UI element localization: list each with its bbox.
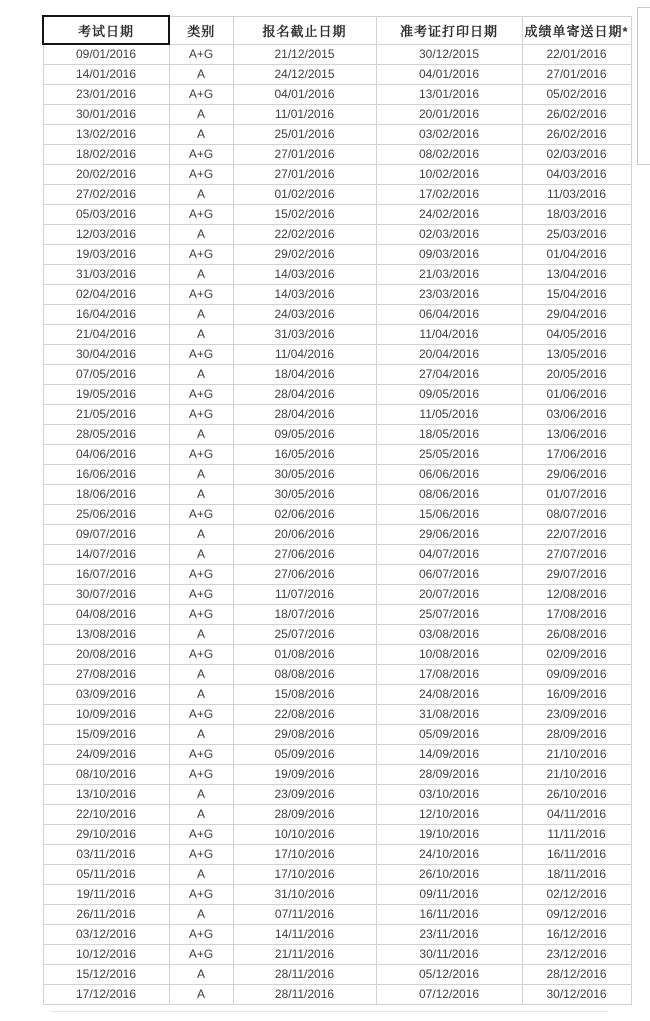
table-cell: 11/03/2016 <box>522 184 631 204</box>
table-cell: 06/04/2016 <box>376 304 522 324</box>
table-cell: A+G <box>169 764 233 784</box>
table-cell: 02/09/2016 <box>522 644 631 664</box>
table-cell: 29/08/2016 <box>233 724 376 744</box>
table-cell: 27/01/2016 <box>233 144 376 164</box>
table-cell: A+G <box>169 564 233 584</box>
table-cell: 13/02/2016 <box>43 124 169 144</box>
table-cell: A+G <box>169 344 233 364</box>
table-cell: A <box>169 124 233 144</box>
table-row <box>43 204 631 224</box>
table-cell: 20/05/2016 <box>522 364 631 384</box>
table-cell: 05/12/2016 <box>376 964 522 984</box>
table-cell: 08/07/2016 <box>522 504 631 524</box>
table-cell: 03/02/2016 <box>376 124 522 144</box>
table-cell: 09/09/2016 <box>522 664 631 684</box>
table-cell: 04/01/2016 <box>376 64 522 84</box>
table-cell: 24/09/2016 <box>43 744 169 764</box>
table-cell: 29/02/2016 <box>233 244 376 264</box>
table-cell: 02/06/2016 <box>233 504 376 524</box>
table-cell: 10/12/2016 <box>43 944 169 964</box>
table-row <box>43 664 631 684</box>
table-row <box>43 184 631 204</box>
table-row <box>43 904 631 924</box>
table-row <box>43 764 631 784</box>
table-cell: 18/11/2016 <box>522 864 631 884</box>
table-cell: 20/01/2016 <box>376 104 522 124</box>
column-header-3[interactable]: 准考证打印日期 <box>376 16 522 44</box>
table-cell: 01/02/2016 <box>233 184 376 204</box>
table-cell: 22/07/2016 <box>522 524 631 544</box>
table-cell: A+G <box>169 164 233 184</box>
table-cell: 22/01/2016 <box>522 44 631 64</box>
table-cell: 26/10/2016 <box>522 784 631 804</box>
table-cell: A+G <box>169 944 233 964</box>
table-cell: 15/06/2016 <box>376 504 522 524</box>
table-cell: A+G <box>169 404 233 424</box>
table-cell: 05/09/2016 <box>233 744 376 764</box>
table-cell: A+G <box>169 504 233 524</box>
table-cell: 31/03/2016 <box>233 324 376 344</box>
table-cell: 11/01/2016 <box>233 104 376 124</box>
table-cell: 17/08/2016 <box>376 664 522 684</box>
column-header-2[interactable]: 报名截止日期 <box>233 16 376 44</box>
table-cell: 21/12/2015 <box>233 44 376 64</box>
table-cell: 28/09/2016 <box>376 764 522 784</box>
table-row <box>43 624 631 644</box>
table-cell: 25/07/2016 <box>233 624 376 644</box>
table-row <box>43 784 631 804</box>
table-row <box>43 264 631 284</box>
table-row <box>43 564 631 584</box>
cutoff-side-panel-border <box>637 7 650 165</box>
table-cell: 18/03/2016 <box>522 204 631 224</box>
table-header <box>43 16 631 44</box>
table-row <box>43 704 631 724</box>
table-cell: 04/03/2016 <box>522 164 631 184</box>
table-cell: 05/03/2016 <box>43 204 169 224</box>
column-header-4[interactable]: 成绩单寄送日期* <box>522 16 631 44</box>
table-cell: 25/06/2016 <box>43 504 169 524</box>
table-cell: 01/04/2016 <box>522 244 631 264</box>
table-cell: 19/10/2016 <box>376 824 522 844</box>
table-cell: 13/06/2016 <box>522 424 631 444</box>
table-row <box>43 144 631 164</box>
table-cell: 20/02/2016 <box>43 164 169 184</box>
table-cell: 30/12/2015 <box>376 44 522 64</box>
table-cell: A <box>169 104 233 124</box>
table-cell: A <box>169 664 233 684</box>
table-cell: 06/06/2016 <box>376 464 522 484</box>
table-cell: 16/09/2016 <box>522 684 631 704</box>
table-cell: 15/08/2016 <box>233 684 376 704</box>
table-cell: 13/04/2016 <box>522 264 631 284</box>
table-cell: 20/08/2016 <box>43 644 169 664</box>
table-cell: 11/07/2016 <box>233 584 376 604</box>
table-cell: 30/07/2016 <box>43 584 169 604</box>
table-cell: 02/04/2016 <box>43 284 169 304</box>
table-cell: 16/05/2016 <box>233 444 376 464</box>
table-cell: 27/02/2016 <box>43 184 169 204</box>
table-cell: 05/11/2016 <box>43 864 169 884</box>
table-row <box>43 164 631 184</box>
table-cell: A+G <box>169 704 233 724</box>
table-cell: A+G <box>169 744 233 764</box>
exam-schedule-table <box>42 15 632 1005</box>
table-cell: A <box>169 984 233 1004</box>
table-cell: A <box>169 784 233 804</box>
table-cell: 07/12/2016 <box>376 984 522 1004</box>
table-cell: 14/03/2016 <box>233 264 376 284</box>
table-cell: 29/04/2016 <box>522 304 631 324</box>
table-cell: 04/11/2016 <box>522 804 631 824</box>
table-cell: 09/05/2016 <box>376 384 522 404</box>
table-cell: 09/01/2016 <box>43 44 169 64</box>
table-cell: 13/08/2016 <box>43 624 169 644</box>
table-cell: 25/01/2016 <box>233 124 376 144</box>
table-cell: 18/02/2016 <box>43 144 169 164</box>
table-row <box>43 364 631 384</box>
table-cell: 15/09/2016 <box>43 724 169 744</box>
table-cell: 13/10/2016 <box>43 784 169 804</box>
table-cell: 24/02/2016 <box>376 204 522 224</box>
table-cell: 04/06/2016 <box>43 444 169 464</box>
table-cell: 17/08/2016 <box>522 604 631 624</box>
table-cell: A <box>169 544 233 564</box>
table-body <box>43 44 631 1004</box>
table-row <box>43 884 631 904</box>
table-cell: 16/07/2016 <box>43 564 169 584</box>
table-cell: 29/06/2016 <box>376 524 522 544</box>
table-cell: 24/12/2015 <box>233 64 376 84</box>
table-cell: 02/03/2016 <box>522 144 631 164</box>
table-cell: A <box>169 264 233 284</box>
table-cell: 16/06/2016 <box>43 464 169 484</box>
table-cell: 30/11/2016 <box>376 944 522 964</box>
table-row <box>43 424 631 444</box>
table-cell: 02/03/2016 <box>376 224 522 244</box>
table-cell: 03/10/2016 <box>376 784 522 804</box>
table-cell: 27/01/2016 <box>522 64 631 84</box>
table-row <box>43 744 631 764</box>
table-row <box>43 244 631 264</box>
table-cell: A+G <box>169 44 233 64</box>
table-row <box>43 824 631 844</box>
table-cell: 28/11/2016 <box>233 964 376 984</box>
table-cell: 27/01/2016 <box>233 164 376 184</box>
table-cell: 04/01/2016 <box>233 84 376 104</box>
table-cell: 22/10/2016 <box>43 804 169 824</box>
table-cell: 28/04/2016 <box>233 404 376 424</box>
table-cell: 05/09/2016 <box>376 724 522 744</box>
table-cell: 11/11/2016 <box>522 824 631 844</box>
table-bottom-shadow <box>50 1011 608 1012</box>
table-row <box>43 684 631 704</box>
table-cell: 29/07/2016 <box>522 564 631 584</box>
table-cell: 07/11/2016 <box>233 904 376 924</box>
table-row <box>43 464 631 484</box>
table-row <box>43 584 631 604</box>
table-cell: A+G <box>169 584 233 604</box>
table-row <box>43 944 631 964</box>
table-cell: 30/12/2016 <box>522 984 631 1004</box>
table-cell: A+G <box>169 924 233 944</box>
table-cell: 23/09/2016 <box>522 704 631 724</box>
table-cell: 19/05/2016 <box>43 384 169 404</box>
table-cell: 16/04/2016 <box>43 304 169 324</box>
table-cell: A <box>169 684 233 704</box>
table-cell: 23/12/2016 <box>522 944 631 964</box>
table-cell: 09/12/2016 <box>522 904 631 924</box>
table-cell: 05/02/2016 <box>522 84 631 104</box>
table-cell: 13/01/2016 <box>376 84 522 104</box>
table-cell: 08/06/2016 <box>376 484 522 504</box>
table-cell: 10/10/2016 <box>233 824 376 844</box>
table-cell: 12/03/2016 <box>43 224 169 244</box>
table-cell: A <box>169 324 233 344</box>
table-cell: A+G <box>169 884 233 904</box>
table-cell: 01/08/2016 <box>233 644 376 664</box>
table-cell: 13/05/2016 <box>522 344 631 364</box>
table-cell: 23/09/2016 <box>233 784 376 804</box>
table-cell: 26/11/2016 <box>43 904 169 924</box>
table-cell: 11/04/2016 <box>233 344 376 364</box>
table-cell: 23/01/2016 <box>43 84 169 104</box>
table-cell: 29/10/2016 <box>43 824 169 844</box>
table-cell: 03/09/2016 <box>43 684 169 704</box>
table-row <box>43 344 631 364</box>
table-cell: 19/09/2016 <box>233 764 376 784</box>
table-cell: 16/11/2016 <box>522 844 631 864</box>
table-cell: 25/07/2016 <box>376 604 522 624</box>
table-cell: 03/06/2016 <box>522 404 631 424</box>
table-cell: 10/09/2016 <box>43 704 169 724</box>
table-cell: 27/08/2016 <box>43 664 169 684</box>
table-cell: 29/06/2016 <box>522 464 631 484</box>
table-cell: A <box>169 304 233 324</box>
table-cell: 15/12/2016 <box>43 964 169 984</box>
table-cell: 23/11/2016 <box>376 924 522 944</box>
table-cell: 21/11/2016 <box>233 944 376 964</box>
table-cell: 07/05/2016 <box>43 364 169 384</box>
table-cell: A+G <box>169 244 233 264</box>
table-row <box>43 224 631 244</box>
table-cell: 26/08/2016 <box>522 624 631 644</box>
table-cell: A <box>169 904 233 924</box>
table-cell: 15/02/2016 <box>233 204 376 224</box>
table-cell: 20/06/2016 <box>233 524 376 544</box>
table-cell: A <box>169 364 233 384</box>
table-row <box>43 64 631 84</box>
table-row <box>43 84 631 104</box>
table-cell: 21/05/2016 <box>43 404 169 424</box>
table-cell: 26/02/2016 <box>522 124 631 144</box>
table-row <box>43 304 631 324</box>
table-row <box>43 284 631 304</box>
table-cell: 16/12/2016 <box>522 924 631 944</box>
table-cell: 23/03/2016 <box>376 284 522 304</box>
table-cell: 14/01/2016 <box>43 64 169 84</box>
table-cell: 09/05/2016 <box>233 424 376 444</box>
table-row <box>43 104 631 124</box>
table-cell: 22/08/2016 <box>233 704 376 724</box>
table-cell: 24/10/2016 <box>376 844 522 864</box>
table-cell: A+G <box>169 604 233 624</box>
table-cell: 04/05/2016 <box>522 324 631 344</box>
table-cell: A <box>169 864 233 884</box>
table-cell: A <box>169 424 233 444</box>
table-cell: 27/07/2016 <box>522 544 631 564</box>
table-cell: 09/07/2016 <box>43 524 169 544</box>
table-cell: 30/05/2016 <box>233 484 376 504</box>
column-header-1[interactable]: 类别 <box>169 16 233 44</box>
table-cell: A <box>169 804 233 824</box>
table-cell: 04/07/2016 <box>376 544 522 564</box>
table-cell: 27/04/2016 <box>376 364 522 384</box>
table-cell: 11/05/2016 <box>376 404 522 424</box>
header-row <box>43 16 631 44</box>
table-cell: A+G <box>169 824 233 844</box>
table-cell: 28/09/2016 <box>233 804 376 824</box>
table-row <box>43 124 631 144</box>
table-cell: 21/03/2016 <box>376 264 522 284</box>
table-cell: A+G <box>169 644 233 664</box>
table-row <box>43 604 631 624</box>
table-row <box>43 964 631 984</box>
table-row <box>43 864 631 884</box>
table-cell: 17/02/2016 <box>376 184 522 204</box>
column-header-0[interactable]: 考试日期 <box>43 16 169 44</box>
table-cell: A <box>169 524 233 544</box>
table-cell: 03/12/2016 <box>43 924 169 944</box>
table-cell: 20/04/2016 <box>376 344 522 364</box>
table-cell: 24/03/2016 <box>233 304 376 324</box>
table-cell: 25/03/2016 <box>522 224 631 244</box>
table-cell: 03/11/2016 <box>43 844 169 864</box>
table-cell: 14/09/2016 <box>376 744 522 764</box>
table-cell: 09/11/2016 <box>376 884 522 904</box>
table-cell: 17/12/2016 <box>43 984 169 1004</box>
table-cell: A <box>169 64 233 84</box>
table-cell: 25/05/2016 <box>376 444 522 464</box>
table-cell: 28/05/2016 <box>43 424 169 444</box>
table-row <box>43 524 631 544</box>
table-cell: 12/10/2016 <box>376 804 522 824</box>
table-cell: 18/04/2016 <box>233 364 376 384</box>
table-row <box>43 724 631 744</box>
table-row <box>43 504 631 524</box>
table-row <box>43 384 631 404</box>
table-cell: 31/10/2016 <box>233 884 376 904</box>
table-cell: A <box>169 484 233 504</box>
table-cell: 02/12/2016 <box>522 884 631 904</box>
table-row <box>43 444 631 464</box>
table-cell: A+G <box>169 204 233 224</box>
table-cell: 15/04/2016 <box>522 284 631 304</box>
table-cell: 21/04/2016 <box>43 324 169 344</box>
table-cell: 26/02/2016 <box>522 104 631 124</box>
table-cell: 12/08/2016 <box>522 584 631 604</box>
table-cell: 21/10/2016 <box>522 764 631 784</box>
table-cell: 28/04/2016 <box>233 384 376 404</box>
table-cell: 28/12/2016 <box>522 964 631 984</box>
table-cell: 18/05/2016 <box>376 424 522 444</box>
table-cell: A+G <box>169 84 233 104</box>
table-cell: 08/02/2016 <box>376 144 522 164</box>
table-cell: 31/08/2016 <box>376 704 522 724</box>
table-cell: A <box>169 724 233 744</box>
table-cell: 06/07/2016 <box>376 564 522 584</box>
table-cell: 30/04/2016 <box>43 344 169 364</box>
table-row <box>43 804 631 824</box>
table-row <box>43 44 631 64</box>
table-cell: 28/11/2016 <box>233 984 376 1004</box>
table-cell: 24/08/2016 <box>376 684 522 704</box>
table-cell: 09/03/2016 <box>376 244 522 264</box>
table-cell: 10/08/2016 <box>376 644 522 664</box>
table-cell: 14/07/2016 <box>43 544 169 564</box>
table-cell: 16/11/2016 <box>376 904 522 924</box>
table-cell: A <box>169 964 233 984</box>
table-cell: A <box>169 184 233 204</box>
table-cell: 19/11/2016 <box>43 884 169 904</box>
table-cell: 03/08/2016 <box>376 624 522 644</box>
table-row <box>43 544 631 564</box>
table-cell: A <box>169 464 233 484</box>
table-cell: A+G <box>169 444 233 464</box>
table-cell: 17/10/2016 <box>233 844 376 864</box>
table-cell: A+G <box>169 284 233 304</box>
table-row <box>43 924 631 944</box>
table-cell: 18/06/2016 <box>43 484 169 504</box>
table-cell: 14/03/2016 <box>233 284 376 304</box>
table-cell: 01/06/2016 <box>522 384 631 404</box>
table-cell: 18/07/2016 <box>233 604 376 624</box>
table-cell: 08/08/2016 <box>233 664 376 684</box>
table-cell: 30/05/2016 <box>233 464 376 484</box>
table-row <box>43 404 631 424</box>
table-cell: 17/10/2016 <box>233 864 376 884</box>
table-cell: 10/02/2016 <box>376 164 522 184</box>
table-cell: 14/11/2016 <box>233 924 376 944</box>
table-row <box>43 844 631 864</box>
table-cell: 04/08/2016 <box>43 604 169 624</box>
table-cell: A <box>169 224 233 244</box>
table-row <box>43 984 631 1004</box>
table-cell: 21/10/2016 <box>522 744 631 764</box>
table-cell: 31/03/2016 <box>43 264 169 284</box>
table-cell: 28/09/2016 <box>522 724 631 744</box>
table-row <box>43 484 631 504</box>
table-cell: A+G <box>169 844 233 864</box>
table-cell: 26/10/2016 <box>376 864 522 884</box>
table-cell: 30/01/2016 <box>43 104 169 124</box>
table-cell: 19/03/2016 <box>43 244 169 264</box>
table-cell: 08/10/2016 <box>43 764 169 784</box>
table-cell: 17/06/2016 <box>522 444 631 464</box>
table-cell: 20/07/2016 <box>376 584 522 604</box>
table-cell: A+G <box>169 144 233 164</box>
table-cell: 22/02/2016 <box>233 224 376 244</box>
table-cell: A <box>169 624 233 644</box>
table-cell: 11/04/2016 <box>376 324 522 344</box>
table-row <box>43 324 631 344</box>
table-cell: 27/06/2016 <box>233 564 376 584</box>
table-cell: 27/06/2016 <box>233 544 376 564</box>
table-row <box>43 644 631 664</box>
table-cell: 01/07/2016 <box>522 484 631 504</box>
table-cell: A+G <box>169 384 233 404</box>
